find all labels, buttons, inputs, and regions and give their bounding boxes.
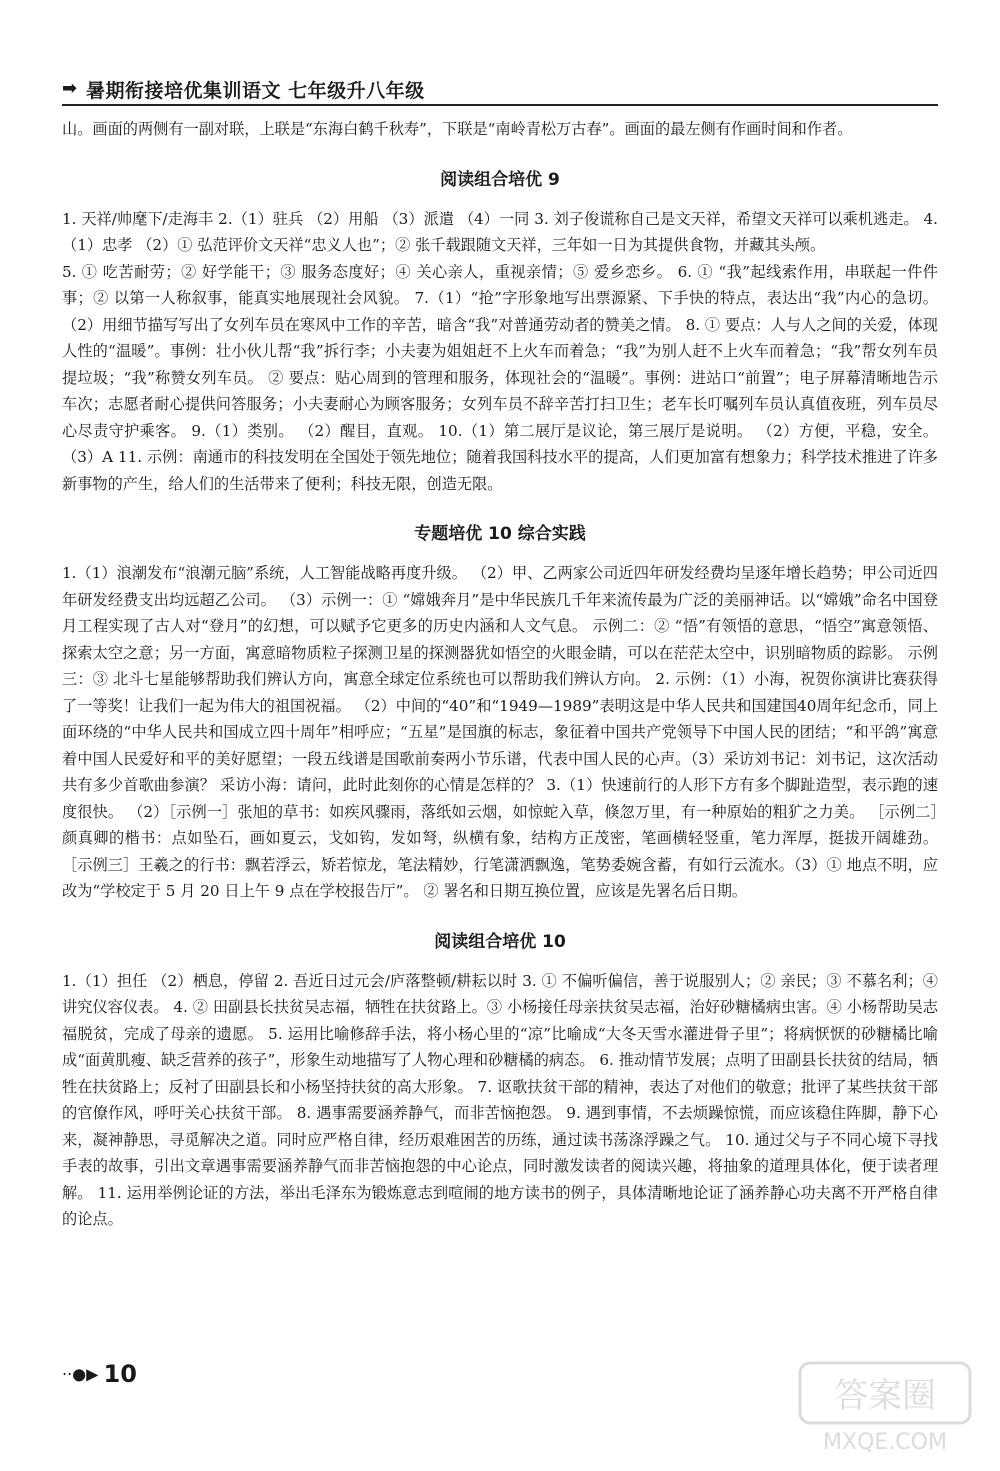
- answer-paragraph: 1. 天祥/帅麾下/走海丰 2.（1）驻兵 （2）用船 （3）派遣 （4）一同 3. 刘子俊谎称自己是文天祥，希望文天祥可以乘机逃走。 4.（1）忠孝 （2）① 弘范评价文天祥“忠义人也”；② 张千载跟随文天祥，三年如一日为其提供食物，并藏其头颅。: [62, 209, 938, 254]
- svg-text:答案圈: 答案圈: [834, 1376, 936, 1416]
- page-content: [62, 116, 938, 1233]
- svg-text:MXQE.COM: MXQE.COM: [823, 1430, 947, 1455]
- continued-paragraph: 山。画面的两侧有一副对联，上联是“东海白鹤千秋寿”，下联是“南岭青松万古春”。画面的最左侧有作画时间和作者。: [62, 120, 853, 138]
- page-footer: [62, 1360, 137, 1390]
- watermark-logo: [790, 1357, 980, 1457]
- section-title-reading-9: 阅读组合培优 9: [440, 169, 560, 190]
- page-marker-icon: ··●▶: [62, 1364, 99, 1384]
- page-number: 10: [103, 1360, 137, 1388]
- running-header: [62, 74, 938, 106]
- answer-paragraph: 5. ① 吃苦耐劳；② 好学能干；③ 服务态度好；④ 关心亲人，重视亲情；⑤ 爱乡恋乡。 6. ① “我”起线索作用，串联起一件件事；② 以第一人称叙事，能真实地展现社会风貌。 7.（1）“抢”字形象地写出票源紧、下手快的特点，表达出“我”内心的急切。（2）用细节描写写出了女列车员在寒风中工作的辛苦，暗含“我”对普通劳动者的赞美之情。 8. ① 要点：人与人之间的关爱，体现人性的“温暖”。事例：壮小伙儿帮“我”拆行李；小夫妻为姐姐赶不上火车而着急；“我”为别人赶不上火车而着急；“我”帮女列车员提垃圾；“我”称赞女列车员。 ② 要点：贴心周到的管理和服务，体现社会的“温暖”。事例：进站口“前置”；电子屏幕清晰地告示车次；志愿者耐心提供问答服务；小夫妻耐心为顾客服务；女列车员不辞辛苦打扫卫生；老车长叮嘱列车员认真值夜班，列车员尽心尽责守护乘客。 9.（1）类别。 （2）醒目，直观。 10.（1）第二展厅是议论，第三展厅是说明。 （2）方便，平稳，安全。（3）A 11. 示例：南通市的科技发明在全国处于领先地位；随着我国科技水平的提高，人们更加富有想象力；科学技术推进了许多新事物的产生，给人们的生活带来了便利；科技无限，创造无限。: [62, 262, 938, 493]
- header-rule: [62, 104, 938, 106]
- arrow-icon: ➡: [62, 78, 78, 99]
- answer-paragraph: 1.（1）浪潮发布“浪潮元脑”系统，人工智能战略再度升级。 （2）甲、乙两家公司近四年研发经费均呈逐年增长趋势；甲公司近四年研发经费支出均远超乙公司。 （3）示例一：① “嫦娥奔月”是中华民族几千年来流传最为广泛的美丽神话。以“嫦娥”命名中国登月工程实现了古人对“登月”的幻想，可以赋予它更多的历史内涵和人文气息。 示例二：② “悟”有领悟的意思，“悟空”寓意领悟、探索太空之意；另一方面，寓意暗物质粒子探测卫星的探测器犹如悟空的火眼金睛，可以在茫茫太空中，识别暗物质的踪影。 示例三：③ 北斗七星能够帮助我们辨认方向，寓意全球定位系统也可以帮助我们辨认方向。 2. 示例：（1）小海，祝贺你演讲比赛获得了一等奖！让我们一起为伟大的祖国祝福。 （2）中间的“40”和“1949—1989”表明这是中华人民共和国建国40周年纪念币，同上面环绕的“中华人民共和国成立四十周年”相呼应；“五星”是国旗的标志，象征着中国共产党领导下中国人民的团结；“和平鸽”寓意着中国人民爱好和平的美好愿望；一段五线谱是国歌前奏两小节乐谱，代表中国人民的心声。（3）采访刘书记：刘书记，这次活动共有多少首歌曲参演？ 采访小海：请问，此时此刻你的心情是怎样的？ 3.（1）快速前行的人形下方有多个脚趾造型，表示跑的速度很快。 （2）［示例一］张旭的草书：如疾风骤雨，落纸如云烟，如惊蛇入草，倏忽万里，有一种原始的粗犷之力美。 ［示例二］颜真卿的楷书：点如坠石，画如夏云，戈如钩，发如弩，纵横有象，结构方正茂密，笔画横轻竖重，笔力浑厚，挺拔开阔雄劲。 ［示例三］王羲之的行书：飘若浮云，矫若惊龙，笔法精妙，行笔潇洒飘逸，笔势委婉含蓄，有如行云流水。（3）① 地点不明，应改为“学校定于 5 月 20 日上午 9 点在学校报告厅”。 ② 署名和日期互换位置，应该是先署名后日期。: [62, 564, 938, 900]
- section-title-reading-10: 阅读组合培优 10: [434, 931, 566, 952]
- section-title-topic-10: 专题培优 10 综合实践: [414, 524, 586, 544]
- answer-paragraph: 1.（1）担任 （2）栖息，停留 2. 吾近日过元会/庐落整顿/耕耘以时 3. ① 不偏听偏信，善于说服别人；② 亲民；③ 不慕名利；④ 讲究仪容仪表。 4. ② 田副县长扶贫吴志福，牺牲在扶贫路上。③ 小杨接任母亲扶贫吴志福，治好砂糖橘病虫害。④ 小杨帮助吴志福脱贫，完成了母亲的遗愿。 5. 运用比喻修辞手法，将小杨心里的“凉”比喻成“大冬天雪水灌进骨子里”；将病恹恹的砂糖橘比喻成“面黄肌瘦、缺乏营养的孩子”，形象生动地描写了人物心理和砂糖橘的病态。 6. 推动情节发展；点明了田副县长扶贫的结局，牺牲在扶贫路上；反衬了田副县长和小杨坚持扶贫的高大形象。 7. 讴歌扶贫干部的精神，表达了对他们的敬意；批评了某些扶贫干部的官僚作风，呼吁关心扶贫干部。 8. 遇事需要涵养静气，而非苦恼抱怨。 9. 遇到事情，不去烦躁惊慌，而应该稳住阵脚，静下心来，凝神静思，寻觅解决之道。同时应严格自律，经历艰难困苦的历练，通过读书荡涤浮躁之气。 10. 通过父与子不同心境下寻找手表的故事，引出文章遇事需要涵养静气而非苦恼抱怨的中心论点，同时激发读者的阅读兴趣，将抽象的道理具体化，便于读者理解。 11. 运用举例论证的方法，举出毛泽东为锻炼意志到喧闹的地方读书的例子，具体清晰地论证了涵养静心功夫离不开严格自律的论点。: [62, 971, 938, 1228]
- header-title: 暑期衔接培优集训语文 七年级升八年级: [86, 80, 425, 102]
